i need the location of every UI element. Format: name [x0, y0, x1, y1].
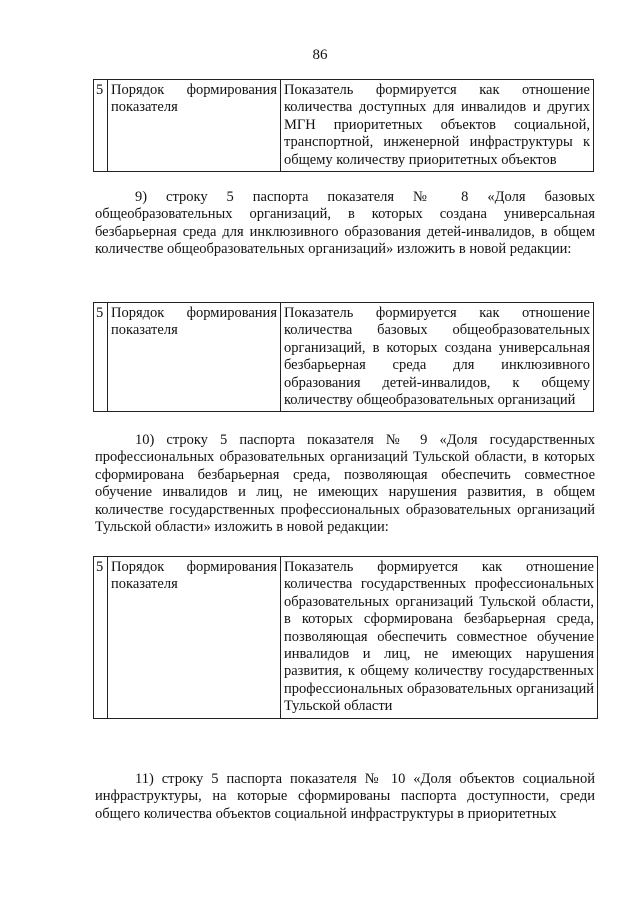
- row-name: [108, 303, 281, 412]
- row-name-line-2: показателя: [111, 322, 178, 339]
- row-name-line-1: Порядок формирования: [111, 82, 277, 98]
- row-name: [108, 557, 281, 719]
- table-row: [94, 557, 598, 719]
- table-row: [94, 303, 594, 412]
- row-number: 5: [94, 303, 108, 412]
- row-name: [108, 80, 281, 172]
- row-name-line-1: Порядок формирования: [111, 559, 277, 575]
- row-name-line-1: Порядок формирования: [111, 305, 277, 321]
- paragraph-9: 9) строку 5 паспорта показателя № 8 «Доля базовых общеобразовательных организаций, в которых создана универсальная безбарьерная среда для инклюзивного образования детей-инвалидов, в общем количестве общеобразовательных организаций» изложить в новой редакции:: [95, 189, 595, 258]
- row-number: 5: [94, 80, 108, 172]
- passport-row-table-1: [93, 79, 594, 172]
- page-number: 86: [312, 47, 328, 63]
- passport-row-table-2: [93, 302, 594, 412]
- row-name-line-2: показателя: [111, 99, 178, 116]
- row-description: Показатель формируется как отношение количества базовых общеобразовательных организаций, в которых создана универсальная безбарьерная среда для инклюзивного образования детей-инвалидов, к общему количеству общеобразовательных организаций: [281, 303, 594, 412]
- table-row: [94, 80, 594, 172]
- row-description: Показатель формируется как отношение количества государственных профессиональных образовательных организаций Тульской области, в которых сформирована безбарьерная среда, позволяющая обеспечить совместное обучение инвалидов и лиц, не имеющих нарушения развития, к общему количеству государственных профессиональных образовательных организаций Тульской области: [281, 557, 598, 719]
- row-name-line-2: показателя: [111, 576, 178, 593]
- row-description: Показатель формируется как отношение количества доступных для инвалидов и других МГН приоритетных объектов социальной, транспортной, инженерной инфраструктуры к общему количеству приоритетных объектов: [281, 80, 594, 172]
- paragraph-11: 11) строку 5 паспорта показателя № 10 «Доля объектов социальной инфраструктуры, на которые сформированы паспорта доступности, среди общего количества объектов социальной инфраструктуры в приоритетных: [95, 771, 595, 822]
- row-number: 5: [94, 557, 108, 719]
- paragraph-10: 10) строку 5 паспорта показателя № 9 «Доля государственных профессиональных образовательных организаций Тульской области, в которых сформирована безбарьерная среда, позволяющая обеспечить совместное обучение инвалидов и лиц, не имеющих нарушения развития, в общем количестве государственных профессиональных образовательных организаций Тульской области» изложить в новой редакции:: [95, 432, 595, 536]
- passport-row-table-3: [93, 556, 598, 719]
